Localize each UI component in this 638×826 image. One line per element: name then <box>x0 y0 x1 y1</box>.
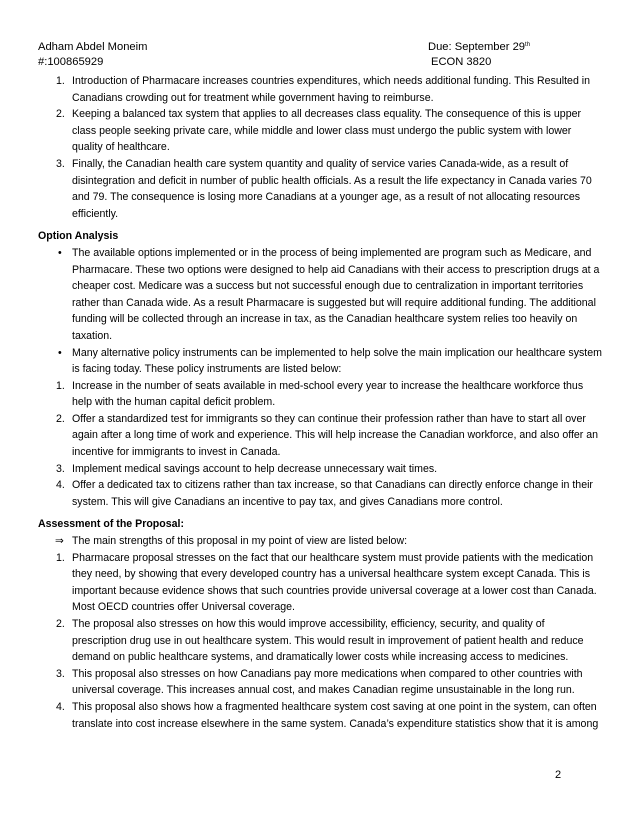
list-item <box>38 616 602 666</box>
list-number: 2. <box>56 412 65 425</box>
list-text: This proposal also shows how a fragmented healthcare system cost saving at one point in the system, can often translate into cost increase elsewhere in the same system. Canada’s expenditure statistics show that it is among <box>72 700 599 730</box>
list-item <box>38 156 602 222</box>
list-number: 2. <box>56 618 65 630</box>
course-code: ECON 3820 <box>431 56 492 68</box>
list-item <box>38 73 602 106</box>
document-body <box>38 73 602 732</box>
list-number: 2. <box>56 108 65 121</box>
list-text: Keeping a balanced tax system that applies to all decreases class equality. The consequence of this is upper class people seeking private care, while middle and lower class must undergo the public system with lower quality of healthcare. <box>72 108 582 154</box>
list-text: Offer a dedicated tax to citizens rather than tax increase, so that Canadians can directly enforce change in their system. This will give Canadians an incentive to pay tax, and gives Canadians more control. <box>72 479 593 508</box>
strengths-list <box>38 550 602 733</box>
list-item <box>38 106 602 156</box>
assessment-heading: Assessment of the Proposal: <box>38 518 184 531</box>
list-item <box>38 477 602 510</box>
list-number: 1. <box>56 379 65 392</box>
list-text: Pharmacare proposal stresses on the fact that our healthcare system must provide patients with the medication they need, by showing that every developed country has a universal healthcare system except Canada. This is important because evidence shows that such countries provide universal coverage at a lower cost than Canada. Most OECD countries offer Universal coverage. <box>72 551 597 614</box>
student-id: #:100865929 <box>38 56 104 68</box>
list-number: 3. <box>56 667 65 680</box>
due-date-text: Due: September 29 <box>428 41 526 53</box>
list-text: Increase in the number of seats available in med-school every year to increase the healthcare workforce thus help with the human capital deficit problem. <box>72 379 584 409</box>
due-date <box>428 40 530 55</box>
list-text: Finally, the Canadian health care system quantity and quality of service varies Canada-wide, as a result of disintegration and deficit in number of public health officials. As a result the life expectancy in Canada varies 70 and 79. The consequence is losing more Canadians at a younger age, as a result of not allocating resources efficiently. <box>72 157 592 220</box>
bullet-item <box>38 245 602 345</box>
bullet-icon: • <box>58 346 62 359</box>
bullet-text: Many alternative policy instruments can be implemented to help solve the main implication our healthcare system is facing today. These policy instruments are listed below: <box>72 346 602 376</box>
option-analysis-heading: Option Analysis <box>38 230 119 243</box>
page-number: 2 <box>555 769 562 781</box>
list-text: Implement medical savings account to help decrease unnecessary wait times. <box>72 462 438 475</box>
list-item <box>38 666 602 699</box>
arrow-text: The main strengths of this proposal in my point of view are listed below: <box>72 535 408 548</box>
policy-instruments-list <box>38 378 602 511</box>
list-item <box>38 378 602 411</box>
list-item <box>38 411 602 461</box>
list-number: 4. <box>56 479 65 492</box>
due-date-suffix: th <box>525 42 531 48</box>
list-item <box>38 550 602 616</box>
list-number: 3. <box>56 157 65 170</box>
author-name: Adham Abdel Moneim <box>38 41 148 53</box>
list-text: Offer a standardized test for immigrants so they can continue their profession rather than have to start all over again after a long time of work and experience. This will help increase the Canadian workforce, and also offer an incentive for immigrants to invest in Canada. <box>72 412 599 459</box>
list-item <box>38 699 602 732</box>
list-number: 3. <box>56 462 65 475</box>
list-number: 1. <box>56 75 65 87</box>
list-text: This proposal also stresses on how Canadians pay more medications when compared to other countries with universal coverage. This increases annual cost, and makes Canadian regime unsustainable in the long run. <box>72 667 583 697</box>
arrow-item <box>38 533 602 550</box>
list-text: Introduction of Pharmacare increases countries expenditures, which needs additional funding. This Resulted in Canadians crowding out for treatment while government having to reimburse. <box>72 75 591 104</box>
implications-list <box>38 73 602 222</box>
list-text: The proposal also stresses on how this would improve accessibility, efficiency, security, and quality of prescription drug use in out healthcare system. This would result in improvement of patient health and reduce demand on public healthcare systems, and dramatically lower costs while increasing access to medicines. <box>72 618 584 664</box>
bullet-text: The available options implemented or in the process of being implemented are program such as Medicare, and Pharmacare. These two options were designed to help aid Canadians with their access to prescription drugs at a cheaper cost. Medicare was a success but not successful enough due to centralization in important territories rather than Canada wide. As a result Pharmacare is suggested but will require additional funding. The additional funding will be collected through an increase in tax, as the Canadian healthcare system relies too heavily on taxation. <box>72 246 600 342</box>
list-number: 1. <box>56 551 65 564</box>
bullet-item <box>38 345 602 378</box>
list-item <box>38 461 602 478</box>
list-number: 4. <box>56 700 65 713</box>
bullet-icon: • <box>58 246 62 259</box>
arrow-right-icon: ⇒ <box>55 535 64 548</box>
